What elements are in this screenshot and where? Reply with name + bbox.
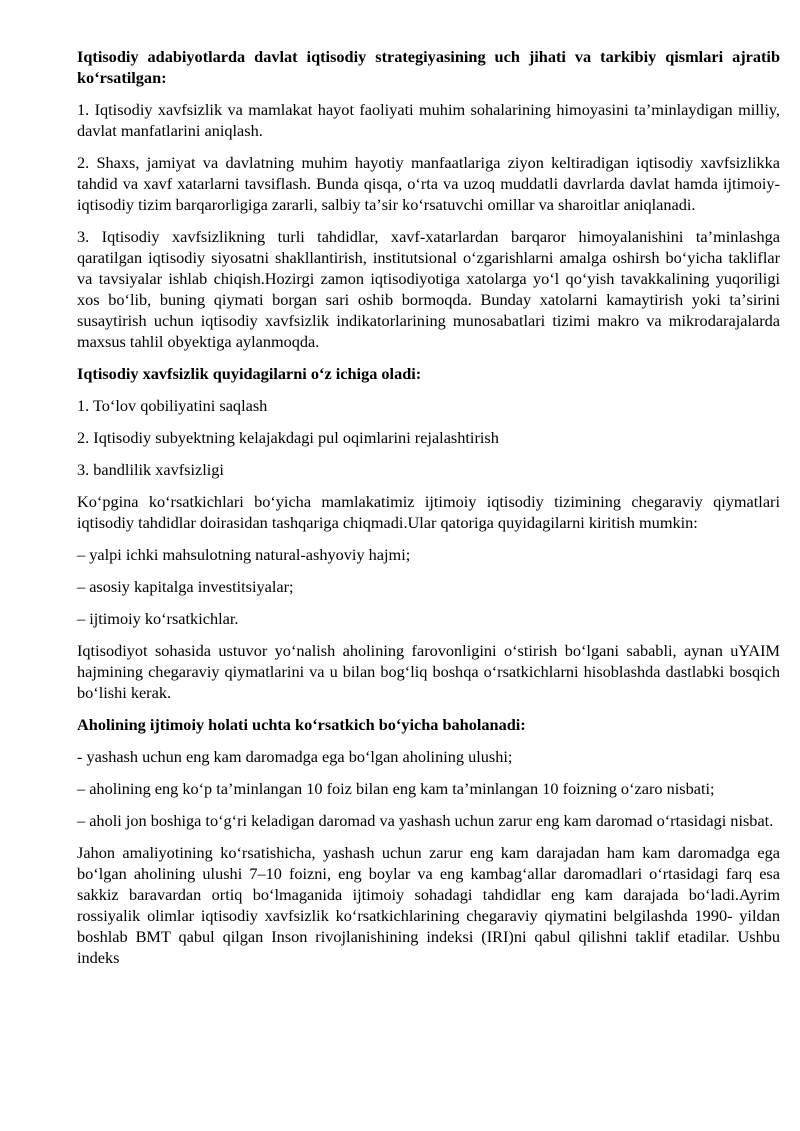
threshold-item-1: – yalpi ichki mahsulotning natural-ashyoviy hajmi; [77,545,411,564]
social-item-3: – aholi jon boshiga toʻgʻri keladigan daromad va yashash uchun zarur eng kam daromad oʻrtasidagi nisbat. [77,811,774,830]
security-heading: Iqtisodiy xavfsizlik quyidagilarni oʻz ichiga oladi: [77,364,422,383]
security-item-3: 3. bandlilik xavfsizligi [77,460,224,479]
strategy-item-2: 2. Shaxs, jamiyat va davlatning muhim hayotiy manfaatlariga ziyon keltiradigan iqtisodiy xavfsizlikka tahdid va xavf xatarlarni tavsiflash. Bunda qisqa, oʻrta va uzoq muddatli davrlarda davlat hamda ijtimoiy- iqtisodiy tizim barqarorligiga zararli, salbiy taʼsir koʻrsatuvchi omillar va sharoitlar aniqlanadi. [77,153,780,214]
social-item-1: - yashash uchun eng kam daromadga ega boʻlgan aholining ulushi; [77,747,513,766]
document-page [77,46,780,979]
security-item-1: 1. Toʻlov qobiliyatini saqlash [77,396,268,415]
social-heading: Aholining ijtimoiy holati uchta koʻrsatkich boʻyicha baholanadi: [77,715,526,734]
threshold-item-2: – asosiy kapitalga investitsiyalar; [77,577,294,596]
threshold-item-3: – ijtimoiy koʻrsatkichlar. [77,609,239,628]
world-practice-paragraph: Jahon amaliyotining koʻrsatishicha, yashash uchun zarur eng kam darajadan ham kam daromadga ega boʻlgan aholining ulushi 7–10 foizni, eng boylar va eng kambagʻallar daromadlari oʻrtasidagi farq esa sakkiz baravardan ortiq boʻlmaganida ijtimoiy sohadagi tahdidlar eng kam darajada boʻladi.Ayrim rossiyalik olimlar iqtisodiy xavfsizlik koʻrsatkichlarining chegaraviy qiymatini belgilashda 1990- yildan boshlab BMT qabul qilgan Inson rivojlanishining indeksi (IRI)ni qabul qilishni taklif etadilar. Ushbu indeks [77,843,780,967]
security-item-2: 2. Iqtisodiy subyektning kelajakdagi pul oqimlarini rejalashtirish [77,428,499,447]
thresholds-paragraph: Koʻpgina koʻrsatkichlari boʻyicha mamlakatimiz ijtimoiy iqtisodiy tizimining chegaraviy qiymatlari iqtisodiy tahdidlar doirasidan tashqariga chiqmadi.Ular qatoriga quyidagilarni kiritish mumkin: [77,492,780,532]
strategy-item-1: 1. Iqtisodiy xavfsizlik va mamlakat hayot faoliyati muhim sohalarining himoyasini taʼminlaydigan milliy, davlat manfatlarini aniqlash. [77,100,780,140]
strategy-item-3: 3. Iqtisodiy xavfsizlikning turli tahdidlar, xavf-xatarlardan barqaror himoyalanishini taʼminlashga qaratilgan iqtisodiy siyosatni shakllantirish, institutsional oʻzgarishlarni amalga oshirsh boʻyicha takliflar va tavsiyalar ishlab chiqish.Hozirgi zamon iqtisodiyotiga xatolarga yoʻl qoʻyish tavakkalining yuqoriligi xos boʻlib, buning qiymati borgan sari oshib bormoqda. Bunday xatolarni kamaytirish yoki taʼsirini susaytirish uchun iqtisodiy xavfsizlik indikatorlarining munosabatlari tizimi makro va mikrodarajalarda maxsus tahlil obyektiga aylanmoqda. [77,227,780,351]
intro-heading: Iqtisodiy adabiyotlarda davlat iqtisodiy strategiyasining uch jihati va tarkibiy qismlari ajratib koʻrsatilgan: [77,47,780,87]
priority-paragraph: Iqtisodiyot sohasida ustuvor yoʻnalish aholining farovonligini oʻstirish boʻlgani sababli, aynan uYAIM hajmining chegaraviy qiymatlarini va u bilan bogʻliq boshqa oʻrsatkichlarni hisoblashda dastlabki bosqich boʻlishi kerak. [77,641,780,702]
social-item-2: – aholining eng koʻp taʼminlangan 10 foiz bilan eng kam taʼminlangan 10 foizning oʻzaro nisbati; [77,779,715,798]
